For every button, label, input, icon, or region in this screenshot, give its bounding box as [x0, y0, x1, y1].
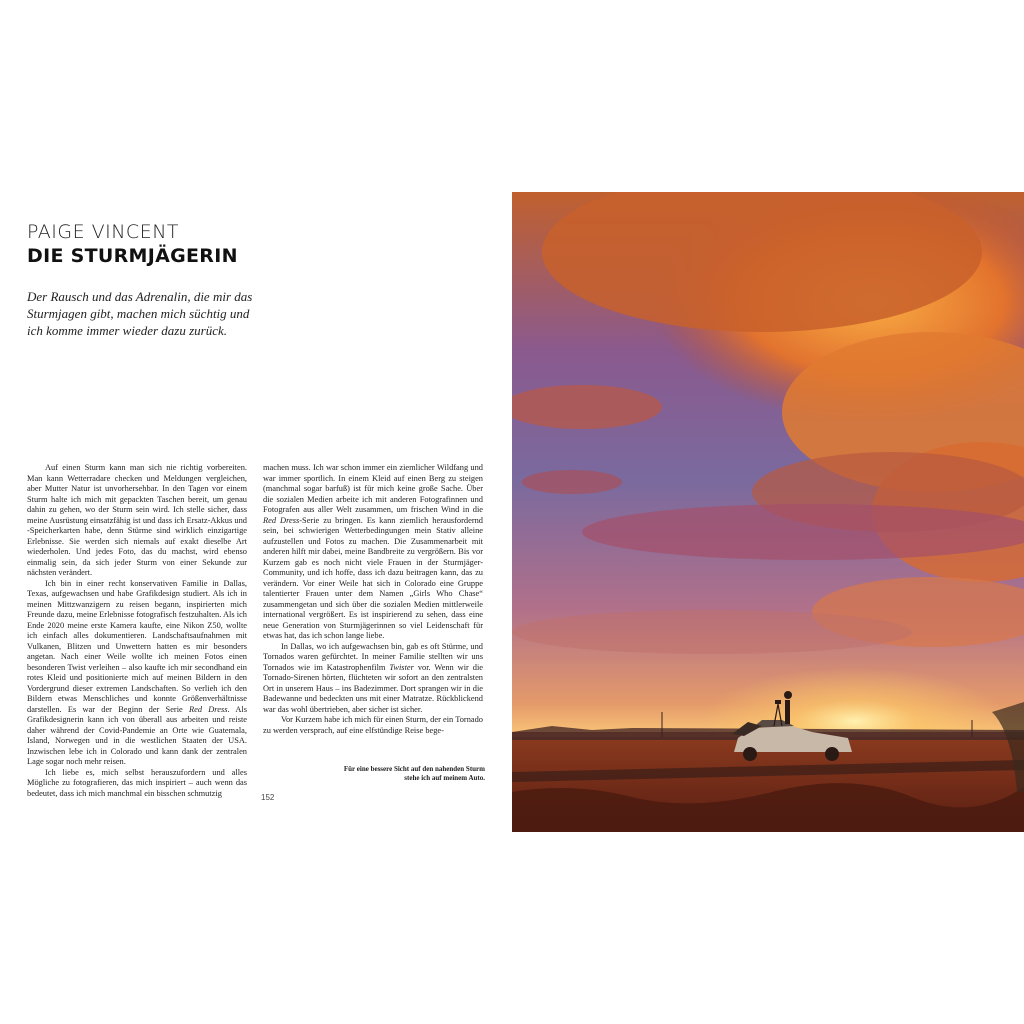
page-number: 152: [261, 793, 275, 802]
paragraph: Auf einen Sturm kann man sich nie richtig vorbereiten. Man kann Wetterradare checken und Meldungen vergleichen, aber Mutter Natur ist unvorhersehbar. In den Tagen vor einem Sturm halte ich mich mit gepackten Taschen bereit, um genau dahin zu gehen, wo der Sturm sein wird. Ich stelle sicher, dass meine Ausrüstung einsatzfähig ist und dass ich Ersatz-Akkus und -Speicherkarten habe, denn Stürme sind wirklich einzigartige Erlebnisse. Sie werden sich niemals auf exakt dieselbe Art wiederholen. Und jedes Foto, das du machst, wird ebenso einmalig sein, da sich jeder Sturm von einer Sekunde zur nächsten verändert.: [27, 463, 247, 577]
photo-caption: Für eine bessere Sicht auf den nahenden Sturm stehe ich auf meinem Auto.: [343, 765, 485, 782]
paragraph: Vor Kurzem habe ich mich für einen Sturm, der ein Tornado zu werden versprach, auf eine elfstündige Reise bege-: [263, 715, 483, 735]
author-byline: PAIGE VINCENT: [27, 221, 180, 243]
paragraph: Ich liebe es, mich selbst herauszufordern und alles Mögliche zu fotografieren, das mich inspiriert – auch wenn das bedeutet, dass ich mich manchmal ein bisschen schmutzig: [27, 767, 247, 798]
paragraph: Ich bin in einer recht konservativen Familie in Dallas, Texas, aufgewachsen und habe Grafikdesign studiert. Als ich in meinen Mittzwanzigern zu reisen begann, inspirierten mich Freunde dazu, meine Erlebnisse fotografisch festzuhalten. Als ich Ende 2020 meine erste Kamera kaufte, eine Nikon Z50, wollte ich einfach alles dokumentieren. Landschaftsaufnahmen mit Vulkanen, Blitzen und Unwettern hatten es mir besonders angetan. Nach einer Weile wollte ich meinen Fotos einen besonderen Twist verleihen – also kaufte ich mir secondhand ein rotes Kleid und positionierte mich auf meinen Bildern in den Vordergrund dieser extremen Landschaften. So verlieh ich den Bildern etwas Menschliches und konnte Größenverhältnisse darstellen. Es war der Beginn der Serie Red Dress. Als Grafikdesignerin kann ich von überall aus arbeiten und reiste daher während der Covid-Pandemie an Orte wie Guatemala, Island, Norwegen und in die westlichen Staaten der USA. Inzwischen lebe ich in Colorado und kann dank der zentralen Lage sogar noch mehr reisen.: [27, 578, 247, 766]
article-headline: DIE STURMJÄGERIN: [27, 245, 238, 267]
body-column-1: [27, 463, 247, 799]
body-column-2: [263, 463, 483, 736]
intro-quote: Der Rausch und das Adrenalin, die mir das Sturmjagen gibt, machen mich süchtig und ich komme immer wieder dazu zurück.: [27, 289, 253, 338]
paragraph: machen muss. Ich war schon immer ein ziemlicher Wildfang und war immer sportlich. In einem Kleid auf einen Berg zu steigen (manchmal sogar barfuß) ist für mich keine große Sache. Über die sozialen Medien arbeite ich mit anderen Fotografinnen und Fotografen aus aller Welt zusammen, um frischen Wind in die Red Dress-Serie zu bringen. Es kann ziemlich herausfordernd sein, bei schwierigen Wetterbedingungen mein Stativ alleine aufzustellen und Fotos zu machen. Die Zusammenarbeit mit anderen hilft mir dabei, meine Bandbreite zu vergrößern. Bis vor Kurzem gab es noch nicht viele Frauen in der Sturmjäger-Community, und ich hoffe, dass ich dazu beitragen kann, das zu verändern. Vor einer Weile hat sich in Colorado eine Gruppe talentierter Frauen unter dem Namen „Girls Who Chase“ zusammengetan und sich über die sozialen Medien mittlerweile international vergrößert. Es ist inspirierend zu sehen, dass eine neue Generation von Sturmjägerinnen so viel Leidenschaft für etwas hat, das ich schon lange liebe.: [263, 463, 483, 640]
storm-chaser-photo: [512, 192, 1024, 832]
paragraph: In Dallas, wo ich aufgewachsen bin, gab es oft Stürme, und Tornados waren gefürchtet. In meiner Familie stellten wir uns Tornados wie im Katastrophenfilm Twister vor. Wenn wir die Tornado-Sirenen hörten, flüchteten wir sofort an den zentralsten Ort in unserem Haus – ins Badezimmer. Dort sprangen wir in die Badewanne und bedeckten uns mit einer Matratze. Rückblickend war das wohl übertrieben, aber sicher ist sicher.: [263, 641, 483, 714]
